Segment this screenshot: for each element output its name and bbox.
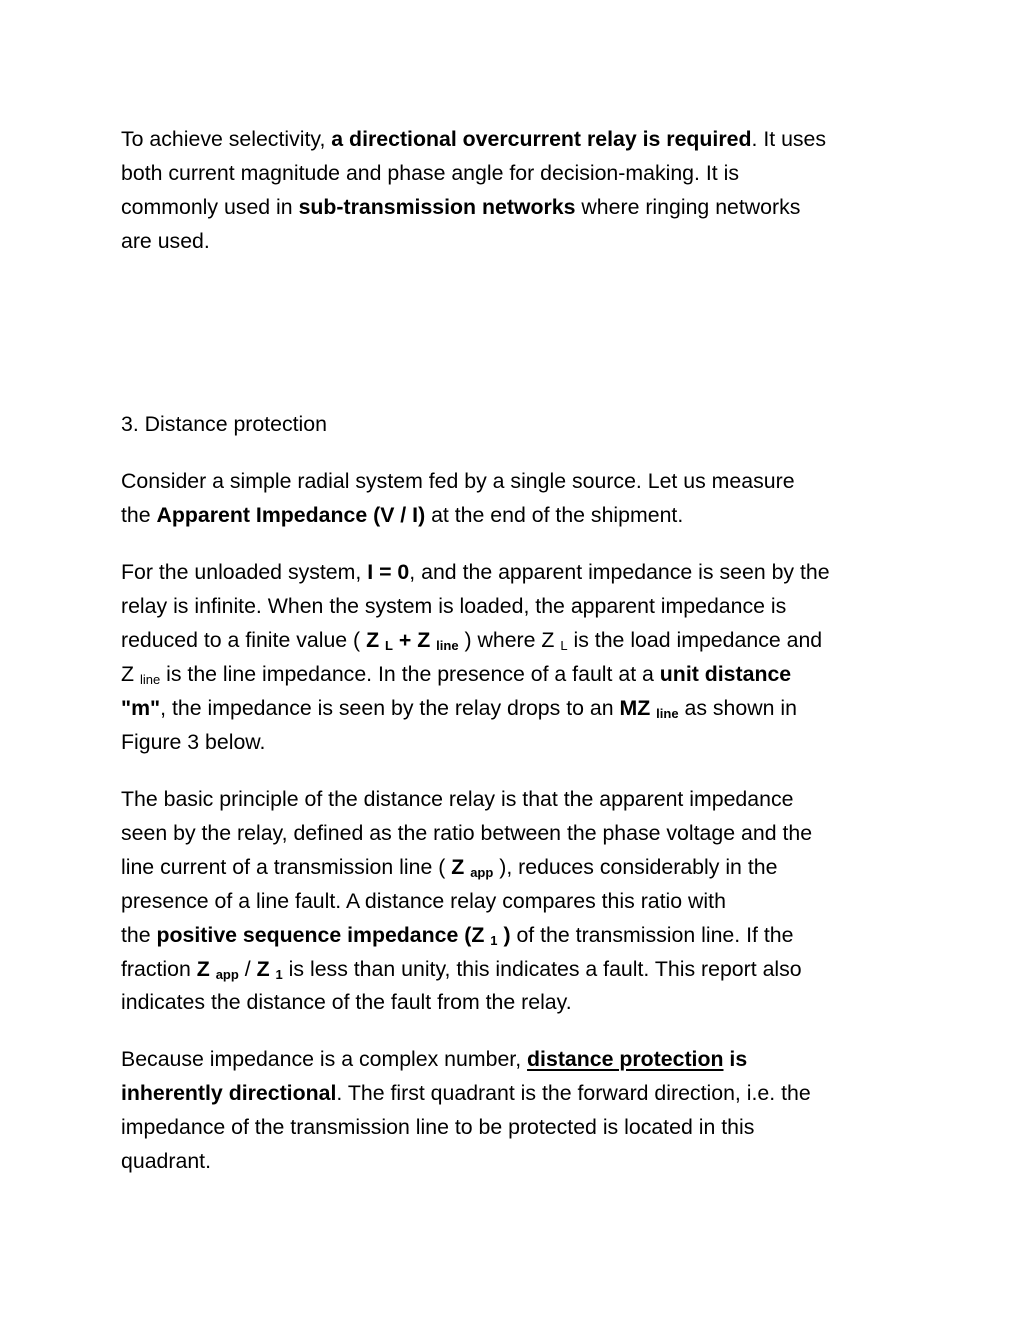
text-run: the <box>121 922 157 947</box>
bold-text: inherently directional <box>121 1080 337 1105</box>
text-line: impedance of the transmission line to be protected is located in this <box>121 1114 755 1139</box>
bold-text: Apparent Impedance (V / I) <box>156 502 426 527</box>
text-run: , and the apparent impedance is seen by the <box>409 560 830 584</box>
subscript: 1 <box>490 932 498 948</box>
bold-text: "m" <box>121 695 161 720</box>
subscript: app <box>215 966 239 982</box>
text-line <box>121 953 911 987</box>
bold-text: positive sequence impedance (Z <box>156 922 491 947</box>
text-line <box>121 624 911 658</box>
text-line <box>121 851 911 885</box>
text-run: . It uses <box>751 127 827 151</box>
paragraph-overcurrent-relay <box>121 123 911 259</box>
bold-text: Z <box>451 854 471 879</box>
text-run: is less than unity, this indicates a fault. This report also <box>282 956 802 981</box>
text-run: is the line impedance. In the presence of a fault at a <box>160 661 660 686</box>
text-run: For the unloaded system, <box>121 560 368 584</box>
text-line: both current magnitude and phase angle for decision-making. It is <box>121 160 739 185</box>
text-run: as shown in <box>678 695 797 720</box>
text-run: is the load impedance and <box>567 627 823 652</box>
text-run: line current of a transmission line ( <box>121 854 452 879</box>
text-run: of the transmission line. If the <box>510 922 794 947</box>
subscript: L <box>385 637 393 653</box>
subscript: line <box>139 671 161 687</box>
text-line <box>121 499 911 533</box>
text-run: To achieve selectivity, <box>121 127 332 151</box>
text-run: the <box>121 502 157 527</box>
text-line <box>121 1043 911 1077</box>
text-run: Because impedance is a complex number, <box>121 1047 528 1071</box>
text-run: at the end of the shipment. <box>425 502 684 527</box>
bold-text: sub-transmission networks <box>298 194 576 219</box>
bold-text: unit distance <box>659 661 792 686</box>
bold-text: Z <box>256 956 276 981</box>
text-line: indicates the distance of the fault from the relay. <box>121 990 572 1015</box>
text-line <box>121 919 911 953</box>
text-run: commonly used in <box>121 194 299 219</box>
text-line <box>121 1077 911 1111</box>
text-run: reduced to a finite value ( <box>121 627 367 652</box>
text-line: presence of a line fault. A distance relay compares this ratio with <box>121 888 726 913</box>
subscript: line <box>656 705 679 721</box>
text-line: seen by the relay, defined as the ratio between the phase voltage and the <box>121 820 813 845</box>
paragraph-radial-system <box>121 465 911 533</box>
bold-text: + Z <box>392 627 437 652</box>
subscript: app <box>470 864 494 880</box>
text-run: / <box>238 956 257 981</box>
section-heading <box>121 408 911 442</box>
text-line <box>121 123 911 157</box>
text-run: . The first quadrant is the forward direction, i.e. the <box>336 1080 811 1105</box>
text-line <box>121 692 911 726</box>
text-line: The basic principle of the distance relay is that the apparent impedance <box>121 787 794 811</box>
subscript: 1 <box>275 966 283 982</box>
bold-text: Z <box>366 627 385 652</box>
text-run: Z <box>121 661 140 686</box>
bold-text: I = 0 <box>367 560 410 584</box>
text-line: quadrant. <box>121 1148 211 1173</box>
text-run: where ringing networks <box>575 194 801 219</box>
text-run: ) where Z <box>458 627 561 652</box>
bold-text: MZ <box>619 695 657 720</box>
text-line: Figure 3 below. <box>121 729 266 754</box>
text-run: , the impedance is seen by the relay drops to an <box>160 695 620 720</box>
paragraph-directional <box>121 1043 911 1179</box>
subscript: line <box>436 637 459 653</box>
heading-text: 3. Distance protection <box>121 412 327 436</box>
paragraph-unloaded-system <box>121 556 911 759</box>
bold-text: is <box>723 1047 748 1071</box>
bold-text: Z <box>196 956 216 981</box>
text-line <box>121 191 911 225</box>
underlined-bold-text: distance protection <box>527 1047 724 1071</box>
bold-text: a directional overcurrent relay is required <box>331 127 752 151</box>
text-line <box>121 556 911 590</box>
text-line: relay is infinite. When the system is loaded, the apparent impedance is <box>121 593 787 618</box>
text-run: ), reduces considerably in the <box>493 854 778 879</box>
text-run: fraction <box>121 956 197 981</box>
paragraph-basic-principle <box>121 783 911 1020</box>
text-line: are used. <box>121 228 210 253</box>
subscript: L <box>560 637 568 653</box>
bold-text: ) <box>497 922 511 947</box>
text-line: Consider a simple radial system fed by a single source. Let us measure <box>121 469 795 493</box>
text-line <box>121 658 911 692</box>
